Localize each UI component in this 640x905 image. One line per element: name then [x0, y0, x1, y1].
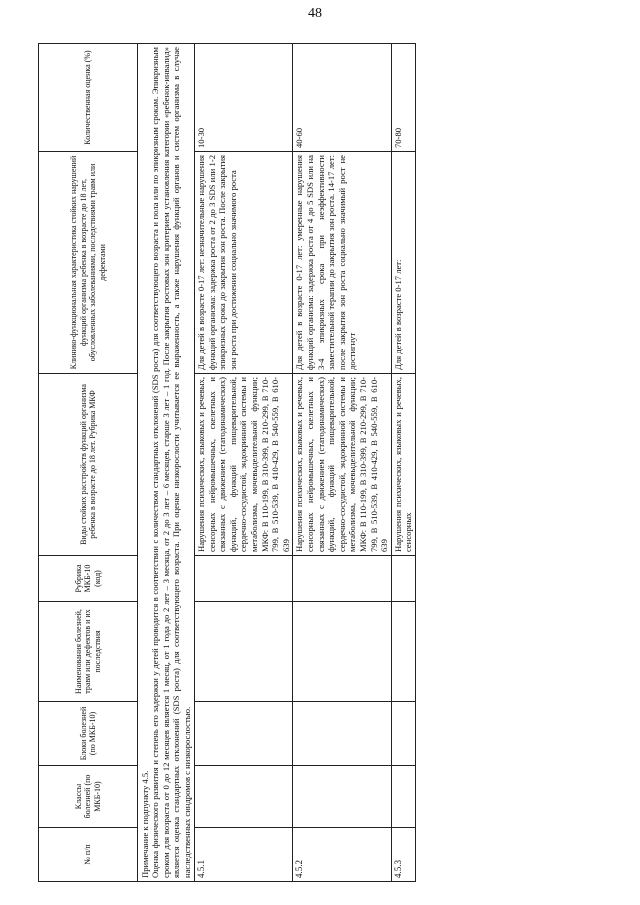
header-icd-code: Рубрика МКБ-10 (код) — [39, 556, 138, 602]
header-disease-names: Наименования болезней, травм или дефектов и их последствия — [39, 602, 138, 702]
function-types-cell: Нарушения психических, языковых и речевых, сенсорных нейромышечных, скелетных и связанных с движением (статодинамических) функций, функций пищеварительной, сердечно-сосудистой, эндокринной системы и метаболизма, мочевыделительной функции; МКФ: В 110-199, В 310-399, В 210-299, В 710-799, В 510-539, В 410-429, В 540-559, В 610-639 — [195, 374, 293, 556]
empty-cell — [293, 556, 391, 602]
disability-criteria-table — [38, 43, 416, 882]
row-number: 4.5.2 — [293, 828, 391, 882]
note-row — [138, 44, 195, 882]
note-title: Примечание к подпункту 4.5. — [140, 770, 150, 878]
empty-cell — [391, 556, 415, 602]
header-quantitative-score: Количественная оценка (%) — [39, 44, 138, 152]
characteristic-cell: Для детей в возрасте 0-17 лет: умеренные нарушения функций организма: задержка роста от 4 до 5 SDS или на 3-4 эпикризных срока при неэффективности заместительной терапии до закрытия зон роста. 14-17 лет: после закрытия зон роста социально значимый рост не достигнут — [293, 152, 391, 374]
header-function-types: Виды стойких расстройств функций организма ребенка в возрасте до 18 лет. Рубрика МКФ — [39, 374, 138, 556]
page-number: 48 — [308, 6, 322, 21]
table-row — [195, 44, 293, 882]
empty-cell — [293, 766, 391, 828]
empty-cell — [195, 602, 293, 702]
function-types-cell: Нарушения психических, языковых и речевых, сенсорных — [391, 374, 415, 556]
header-disease-blocks: Блоки болезней (по МКБ-10) — [39, 702, 138, 766]
characteristic-cell: Для детей в возрасте 0-17 лет: незначительные нарушения функций организма: задержка роста от 2 до 3 SDS или 1-2 эпикризных срока до закрытия зон роста. После закрытия зон роста при достижении социально значимого роста — [195, 152, 293, 374]
note-text: Оценка физического развития и степень его задержки у детей проводится в соответствии с количеством стандартных отклонений (SDS роста) для соответствующего возраста и пола или по эпикризным срокам. Эпикризным сроком для возраста от 0 до 12 месяцев является 1 месяц, от 1 года до 2 лет – 3 месяца, от 2 до 3 лет – 6 месяцев, старше 3 лет – 1 год. После закрытия ростовых зон критерием установления категории «ребенок-инвалид» является оценка стандартных отклонений (SDS роста) для соответствующего возраста. При оценке низкорослости учитывается ее выраженность, а также нарушения функций органов и систем организма в случае наследственных синдромов с низкорослостью. — [150, 47, 192, 878]
empty-cell — [293, 702, 391, 766]
row-number: 4.5.3 — [391, 828, 415, 882]
table-row — [293, 44, 391, 882]
header-number: № п/п — [39, 828, 138, 882]
row-number: 4.5.1 — [195, 828, 293, 882]
empty-cell — [195, 766, 293, 828]
characteristic-cell: Для детей в возрасте 0-17 лет: — [391, 152, 415, 374]
note-cell — [138, 44, 195, 882]
header-disease-classes: Классы болезней (по МКБ-10) — [39, 766, 138, 828]
function-types-cell: Нарушения психических, языковых и речевых, сенсорных нейромышечных, скелетных и связанных с движением (статодинамических) функций, функций пищеварительной, сердечно-сосудистой, эндокринной системы и метаболизма, мочевыделительной функции; МКФ: В 110-199, В 310-399, В 210-299, В 710-799, В 510-539, В 410-429, В 540-559, В 610-639 — [293, 374, 391, 556]
score-cell: 10-30 — [195, 44, 293, 152]
empty-cell — [195, 702, 293, 766]
empty-cell — [391, 602, 415, 702]
empty-cell — [195, 556, 293, 602]
table-row — [391, 44, 415, 882]
score-cell: 40-60 — [293, 44, 391, 152]
score-cell: 70-80 — [391, 44, 415, 152]
empty-cell — [293, 602, 391, 702]
table-header-row — [39, 44, 138, 882]
empty-cell — [391, 702, 415, 766]
empty-cell — [391, 766, 415, 828]
header-clinical-characteristic: Клинико-функциональная характеристика стойких нарушений функций организма ребенка в возрасте до 18 лет, обусловленных заболеваниями, последствиями травм или дефектами — [39, 152, 138, 374]
rotated-table-sheet — [38, 44, 593, 882]
